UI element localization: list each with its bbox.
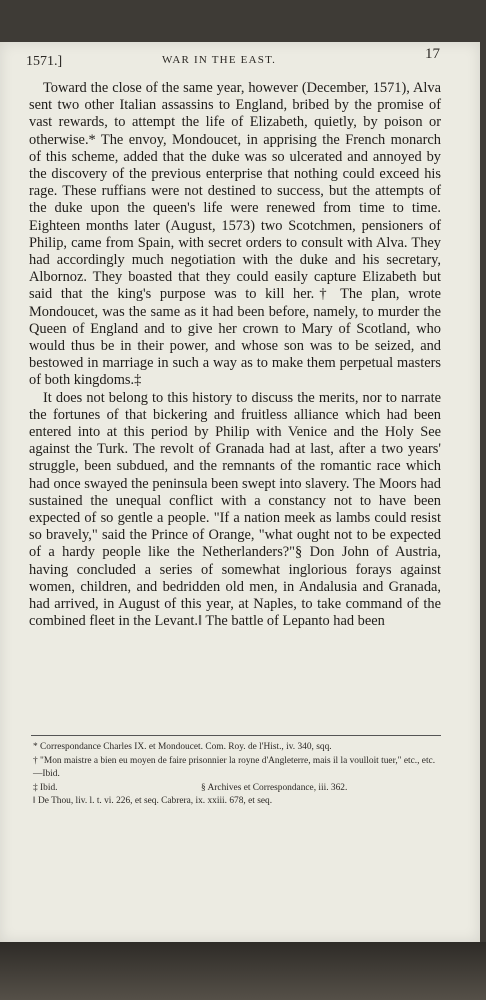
page-bottom-shadow: [0, 942, 486, 1000]
paragraph: Toward the close of the same year, however (December, 1571), Alva sent two other Italian assassins to England, bribed by the promise of vast rewards, to attempt the life of Elizabeth, quietly, by poison or otherwise.* The envoy, Mondoucet, in apprising the French monarch of this scheme, added that the duke was so ulcerated and annoyed by the discovery of the previous enterprise that nothing could exceed his rage. These ruffians were not destined to success, but the attempts of the duke upon the queen's life were renewed from time to time. Eighteen months later (August, 1573) two Scotchmen, pensioners of Philip, came from Spain, with secret orders to consult with Alva. They had accordingly much negotiation with the duke and his secretary, Albornoz. They boasted that they could easily capture Elizabeth but said that the king's purpose was to kill her.† The plan, wrote Mondoucet, was the same as it had been before, namely, to murder the Queen of England and to give her crown to Mary of Scotland, who would thus be in their power, and whose son was to be seized, and bestowed in marriage in such a way as to make them perpetual masters of both kingdoms.‡: [29, 80, 441, 389]
header-year: 1571.]: [26, 54, 63, 69]
paragraph: It does not belong to this history to discuss the merits, nor to narrate the fortunes of that bickering and fruitless alliance which had been entered into at this period by Philip with Venice and the Holy See against the Turk. The revolt of Granada had at last, after a two years' struggle, been subdued, and the remnants of the romantic race which had once swayed the peninsula been swept into slavery. The Moors had sustained the unequal conflict with a constancy not to have been expected of so gentle a people. "If a nation meek as lambs could resist so bravely," said the Prince of Orange, "what ought not to be expected of a hardy people like the Netherlanders?"§ Don John of Austria, having concluded a series of somewhat inglorious forays against women, children, and bedridden old men, in Andalusia and Granada, had arrived, in August of this year, at Naples, to take command of the combined fleet in the Levant.‖ The battle of Lepanto had been: [29, 389, 441, 630]
footnote: ‖ De Thou, liv. l. t. vi. 226, et seq. Cabrera, ix. xxiii. 678, et seq.: [33, 796, 273, 807]
footnote-row: [33, 782, 443, 796]
page-number: 17: [425, 46, 440, 62]
header-title: WAR IN THE EAST.: [162, 54, 277, 66]
body-text: [29, 80, 441, 631]
footnote: ‡ Ibid.: [33, 782, 58, 793]
footnote: § Archives et Correspondance, iii. 362.: [201, 782, 348, 793]
running-header: [26, 46, 440, 72]
footnote-rule: [31, 735, 441, 736]
footnotes: [33, 741, 443, 809]
footnote: * Correspondance Charles IX. et Mondoucet. Com. Roy. de l'Hist., iv. 340, sqq.: [33, 742, 332, 752]
footnote: † "Mon maistre a bien eu moyen de faire prisonnier la royne d'Angleterre, mais il la voulloit tuer," etc., etc.—Ibid.: [33, 755, 436, 780]
